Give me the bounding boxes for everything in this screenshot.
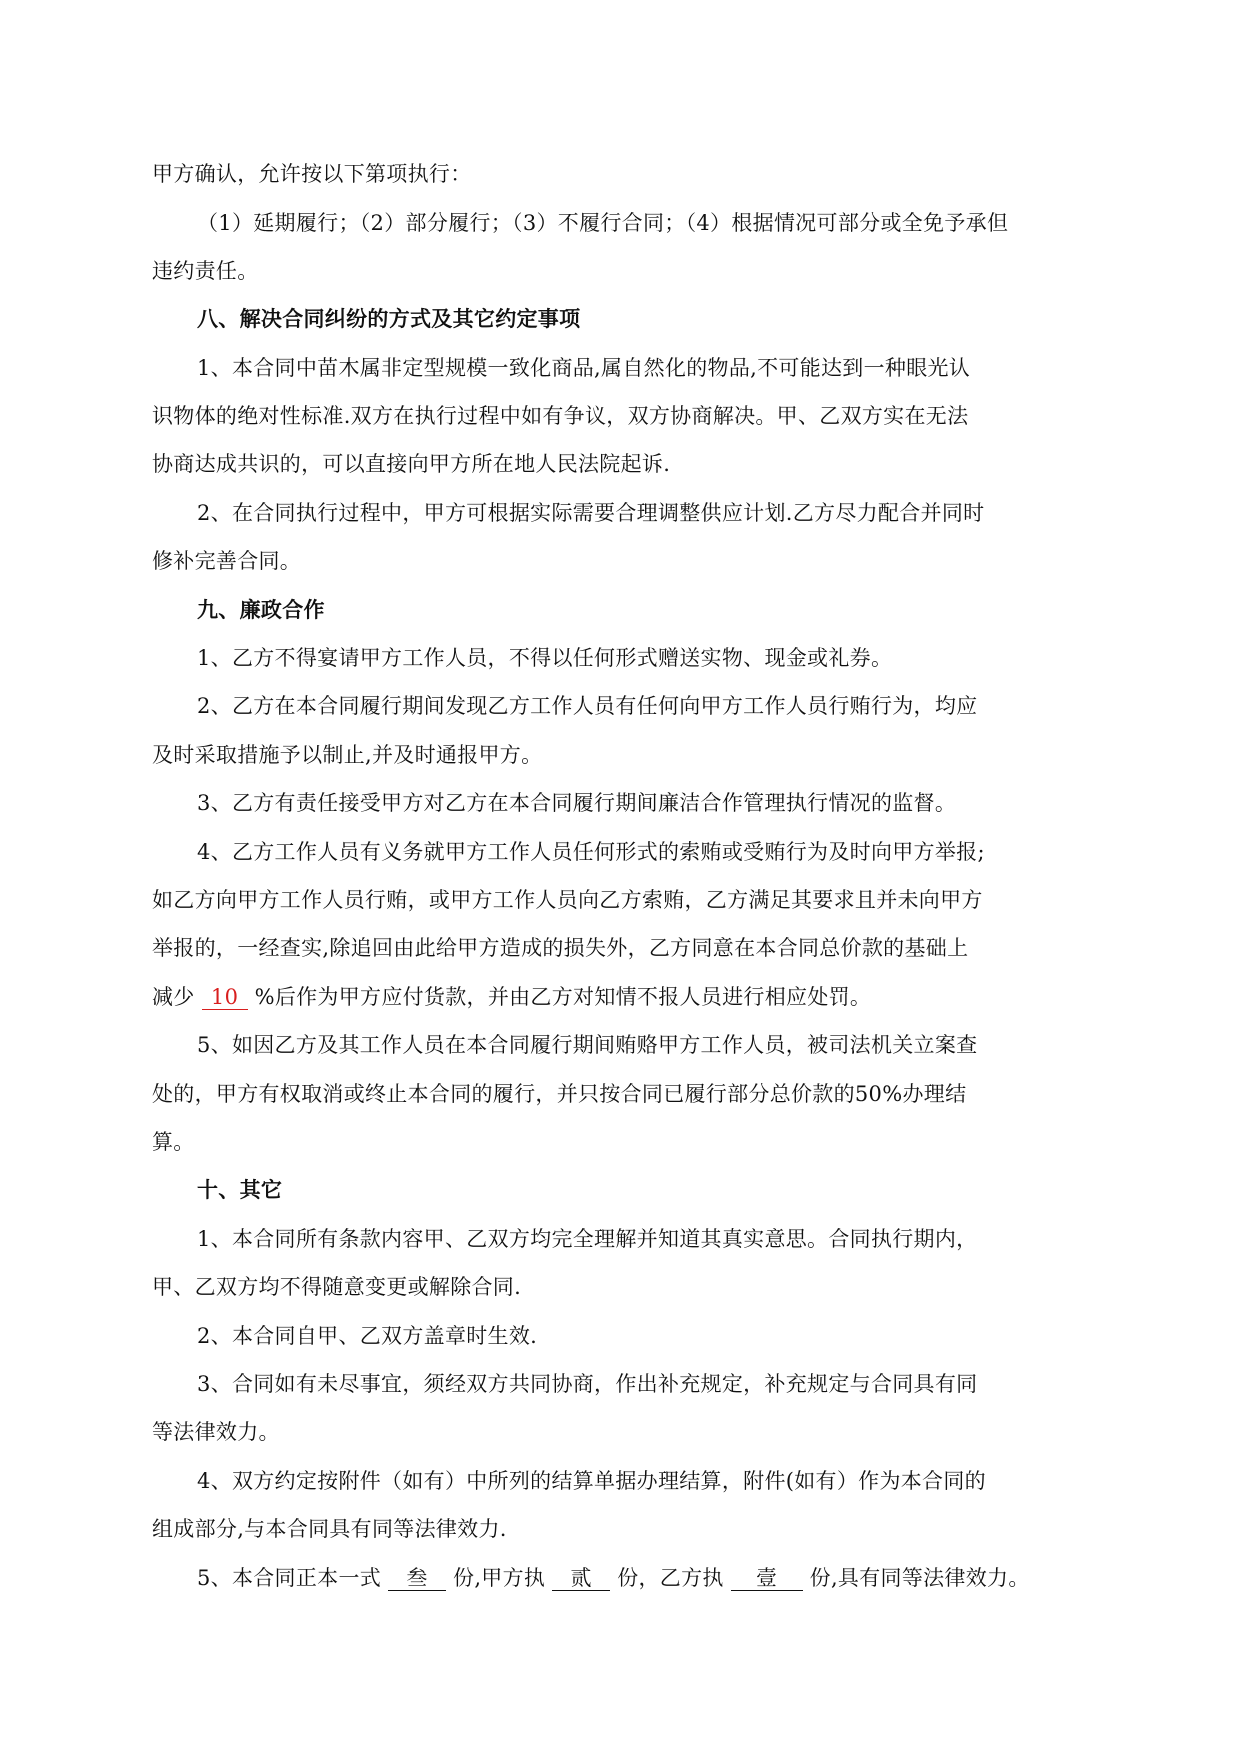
text-line: 2、在合同执行过程中，甲方可根据实际需要合理调整供应计划.乙方尽力配合并同时 <box>197 501 985 525</box>
text-line: 甲方确认，允许按以下第项执行： <box>152 162 472 186</box>
copies-text-4: 份,具有同等法律效力。 <box>809 1566 1030 1590</box>
text-line: 1、本合同所有条款内容甲、乙双方均完全理解并知道其真实意思。合同执行期内， <box>197 1227 978 1251</box>
penalty-prefix: 减少 <box>152 985 195 1009</box>
copies-total-field: 叁 <box>388 1566 446 1591</box>
text-line: 等法律效力。 <box>152 1420 280 1444</box>
penalty-suffix: %后作为甲方应付货款，并由乙方对知情不报人员进行相应处罚。 <box>254 985 872 1009</box>
section-heading-9: 九、廉政合作 <box>197 597 325 622</box>
section-heading-8: 八、解决合同纠纷的方式及其它约定事项 <box>197 306 581 331</box>
text-line: 1、乙方不得宴请甲方工作人员，不得以任何形式赠送实物、现金或礼券。 <box>197 646 893 670</box>
copies-text-1: 5、本合同正本一式 <box>197 1566 382 1590</box>
penalty-line <box>152 983 871 1011</box>
copies-text-3: 份，乙方执 <box>617 1566 724 1590</box>
text-line: 识物体的绝对性标准.双方在执行过程中如有争议，双方协商解决。甲、乙双方实在无法 <box>152 404 969 428</box>
copies-text-2: 份,甲方执 <box>453 1566 546 1590</box>
text-line: 举报的，一经查实,除追回由此给甲方造成的损失外，乙方同意在本合同总价款的基础上 <box>152 936 969 960</box>
penalty-percent-field: 10 <box>202 985 248 1010</box>
text-line: 及时采取措施予以制止,并及时通报甲方。 <box>152 743 543 767</box>
text-line: 2、乙方在本合同履行期间发现乙方工作人员有任何向甲方工作人员行贿行为，均应 <box>197 694 978 718</box>
text-line: 甲、乙双方均不得随意变更或解除合同. <box>152 1275 522 1299</box>
text-line: 修补完善合同。 <box>152 549 302 573</box>
copies-party-b-field: 壹 <box>731 1566 803 1591</box>
section-heading-10: 十、其它 <box>197 1177 283 1202</box>
text-line: 5、如因乙方及其工作人员在本合同履行期间贿赂甲方工作人员，被司法机关立案查 <box>197 1033 978 1057</box>
text-line: 1、本合同中苗木属非定型规模一致化商品,属自然化的物品,不可能达到一种眼光认 <box>197 356 971 380</box>
text-line: 处的，甲方有权取消或终止本合同的履行，并只按合同已履行部分总价款的50%办理结 <box>152 1082 967 1106</box>
copies-line <box>197 1564 1030 1592</box>
text-line: 3、乙方有责任接受甲方对乙方在本合同履行期间廉洁合作管理执行情况的监督。 <box>197 791 957 815</box>
text-line: 4、乙方工作人员有义务就甲方工作人员任何形式的索贿或受贿行为及时向甲方举报; <box>197 840 985 864</box>
text-line: （1）延期履行；（2）部分履行；（3）不履行合同；（4）根据情况可部分或全免予承但 <box>197 211 1009 235</box>
text-line: 如乙方向甲方工作人员行贿，或甲方工作人员向乙方索贿，乙方满足其要求且并未向甲方 <box>152 888 983 912</box>
copies-party-a-field: 贰 <box>552 1566 610 1591</box>
text-line: 组成部分,与本合同具有同等法律效力. <box>152 1517 507 1541</box>
text-line: 4、双方约定按附件（如有）中所列的结算单据办理结算，附件(如有）作为本合同的 <box>197 1469 986 1493</box>
text-line: 违约责任。 <box>152 259 259 283</box>
text-line: 3、合同如有未尽事宜，须经双方共同协商，作出补充规定，补充规定与合同具有同 <box>197 1372 978 1396</box>
text-line: 算。 <box>152 1130 195 1154</box>
text-line: 协商达成共识的，可以直接向甲方所在地人民法院起诉. <box>152 452 671 476</box>
text-line: 2、本合同自甲、乙双方盖章时生效. <box>197 1324 538 1348</box>
